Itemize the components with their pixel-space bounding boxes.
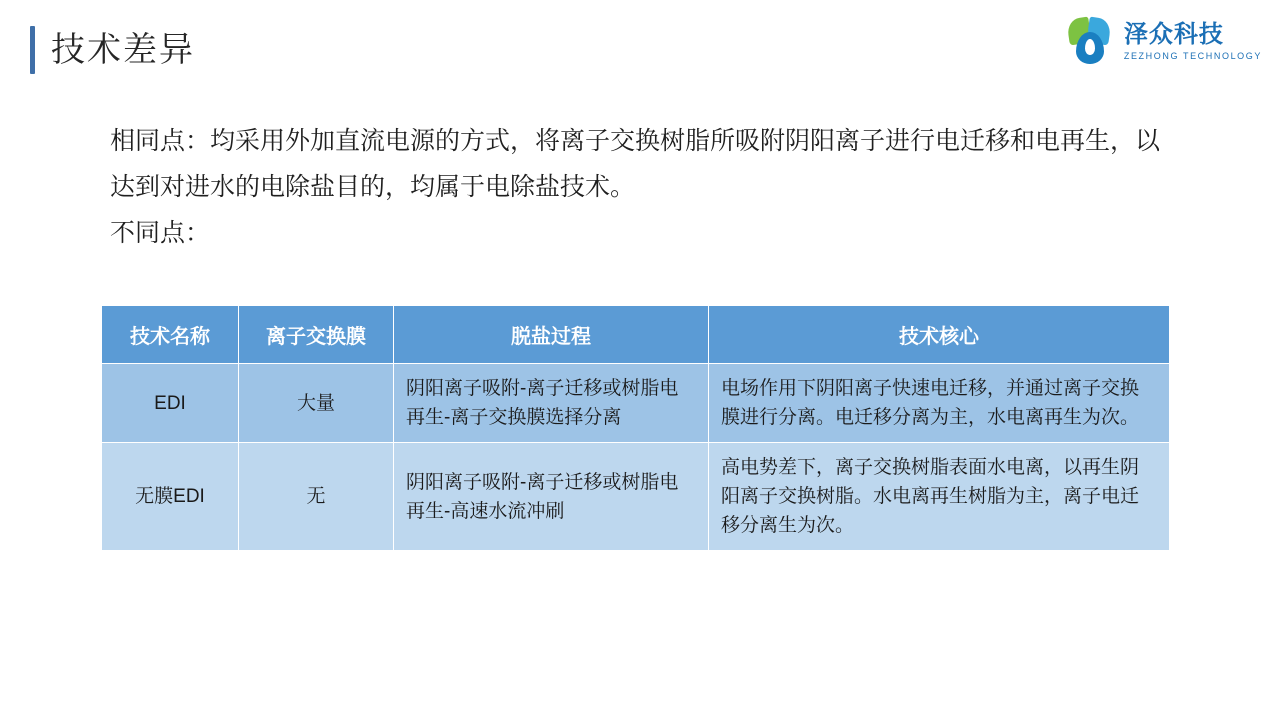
cell-ion-exchange-membrane: 无 bbox=[239, 443, 394, 551]
cell-technology-name: EDI bbox=[102, 364, 239, 443]
page-title bbox=[30, 26, 195, 74]
table-header-cell: 技术名称 bbox=[102, 306, 239, 364]
title-text: 技术差异 bbox=[51, 31, 195, 69]
table-row bbox=[102, 443, 1170, 551]
logo-droplet-icon bbox=[1064, 16, 1116, 68]
company-logo bbox=[1064, 16, 1262, 68]
body-content bbox=[110, 118, 1170, 256]
title-accent-bar bbox=[30, 26, 35, 74]
table-header-row bbox=[102, 306, 1170, 364]
comparison-table bbox=[101, 305, 1170, 551]
logo-name-en: ZEZHONG TECHNOLOGY bbox=[1123, 50, 1262, 61]
table-header-cell: 脱盐过程 bbox=[394, 306, 709, 364]
cell-desalination-process: 阴阳离子吸附-离子迁移或树脂电再生-高速水流冲刷 bbox=[394, 443, 709, 551]
table-header-cell: 离子交换膜 bbox=[239, 306, 394, 364]
logo-text bbox=[1124, 22, 1262, 61]
comparison-table-wrapper bbox=[101, 305, 1169, 551]
logo-name-cn: 泽众科技 bbox=[1123, 21, 1224, 49]
cell-technology-name: 无膜EDI bbox=[102, 443, 239, 551]
cell-ion-exchange-membrane: 大量 bbox=[239, 364, 394, 443]
paragraph-differences-label: 不同点： bbox=[110, 219, 211, 247]
cell-desalination-process: 阴阳离子吸附-离子迁移或树脂电再生-离子交换膜选择分离 bbox=[394, 364, 709, 443]
cell-technology-core: 电场作用下阴阳离子快速电迁移，并通过离子交换膜进行分离。电迁移分离为主，水电离再生为次。 bbox=[709, 364, 1170, 443]
table-header-cell: 技术核心 bbox=[709, 306, 1170, 364]
paragraph-similarities: 相同点：均采用外加直流电源的方式，将离子交换树脂所吸附阴阳离子进行电迁移和电再生，以达到对进水的电除盐目的，均属于电除盐技术。 bbox=[110, 127, 1161, 201]
table-row bbox=[102, 364, 1170, 443]
cell-technology-core: 高电势差下，离子交换树脂表面水电离，以再生阴阳离子交换树脂。水电离再生树脂为主，离子电迁移分离生为次。 bbox=[709, 443, 1170, 551]
